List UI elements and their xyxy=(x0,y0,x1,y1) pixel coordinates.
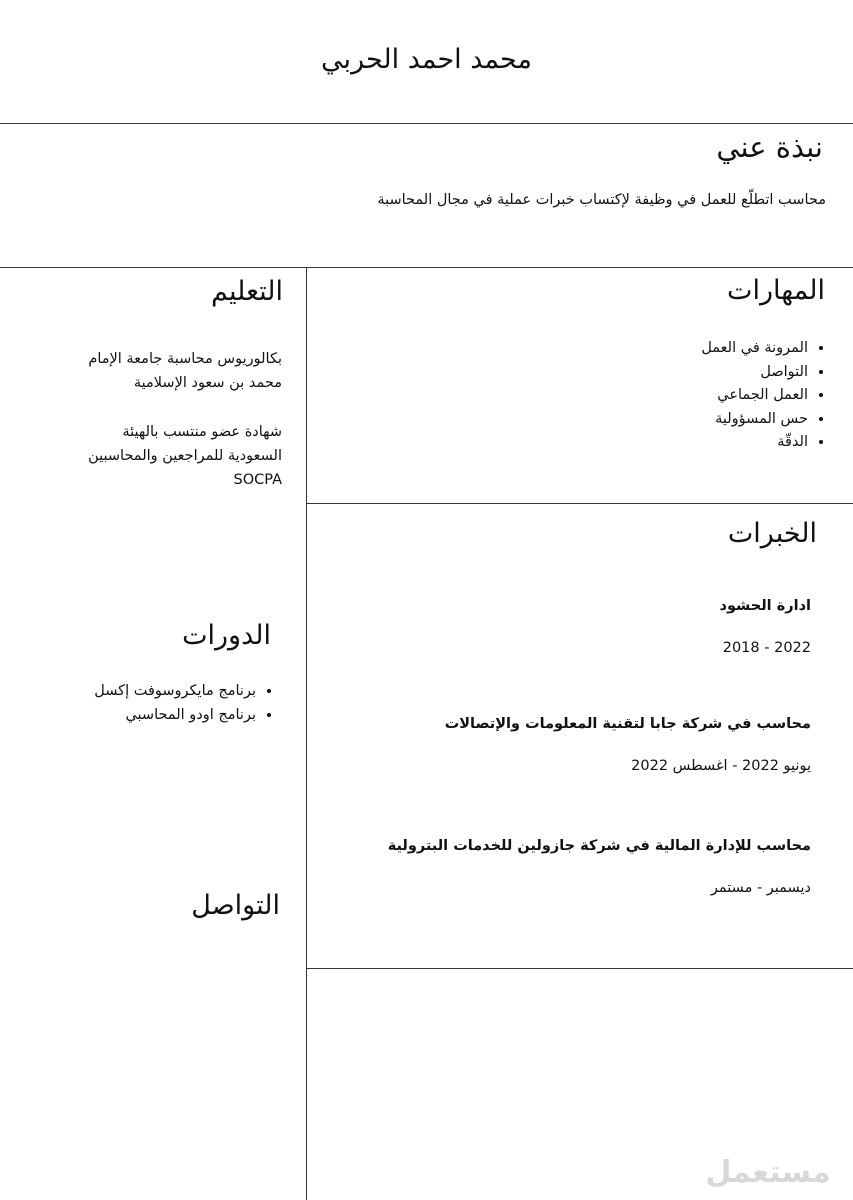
skill-item: • العمل الجماعي xyxy=(701,384,808,408)
education-entry xyxy=(42,347,282,395)
skill-item: • المرونة في العمل xyxy=(701,337,808,361)
skill-item: • الدقّة xyxy=(701,431,808,455)
education-entry xyxy=(42,420,282,492)
column-divider xyxy=(306,267,307,1200)
courses-list xyxy=(94,679,274,727)
courses-heading: الدورات xyxy=(182,620,271,651)
experience-heading: الخبرات xyxy=(727,518,817,549)
resume-name: محمد احمد الحربي xyxy=(321,44,532,75)
education-line: بكالوريوس محاسبة جامعة الإمام xyxy=(88,351,282,367)
job-date: 2022 - 2018 xyxy=(722,640,811,656)
contact-heading: التواصل xyxy=(191,890,280,921)
job-title: ادارة الحشود xyxy=(719,598,811,614)
skill-item: • التواصل xyxy=(701,361,808,385)
job-date: يونيو 2022 - اغسطس 2022 xyxy=(631,758,811,774)
divider-skills xyxy=(306,503,853,504)
job-date: ديسمبر - مستمر xyxy=(710,880,811,896)
divider-about xyxy=(0,267,853,268)
education-line: شهادة عضو منتسب بالهيئة xyxy=(122,424,282,440)
watermark-logo: مستعمل xyxy=(705,1155,831,1190)
course-item: • برنامج اودو المحاسبي xyxy=(94,703,256,727)
divider-header xyxy=(0,123,853,124)
skill-item: • حس المسؤولية xyxy=(701,408,808,432)
divider-experience xyxy=(306,968,853,969)
education-line: السعودية للمراجعين والمحاسبين xyxy=(88,448,282,464)
course-item: • برنامج مايكروسوفت إكسل xyxy=(94,679,256,703)
about-text: محاسب اتطلّع للعمل في وظيفة لإكتساب خبرات عملية في مجال المحاسبة xyxy=(377,192,826,208)
education-heading: التعليم xyxy=(211,276,283,307)
skills-list xyxy=(701,337,826,455)
about-heading: نبذة عني xyxy=(716,130,823,164)
job-title: محاسب في شركة جابا لتقنية المعلومات والإتصالات xyxy=(444,716,811,732)
job-title: محاسب للإدارة المالية في شركة جازولين للخدمات البترولية xyxy=(387,838,811,854)
education-line: محمد بن سعود الإسلامية xyxy=(133,375,282,391)
skills-heading: المهارات xyxy=(727,275,825,306)
education-line: SOCPA xyxy=(233,472,282,488)
